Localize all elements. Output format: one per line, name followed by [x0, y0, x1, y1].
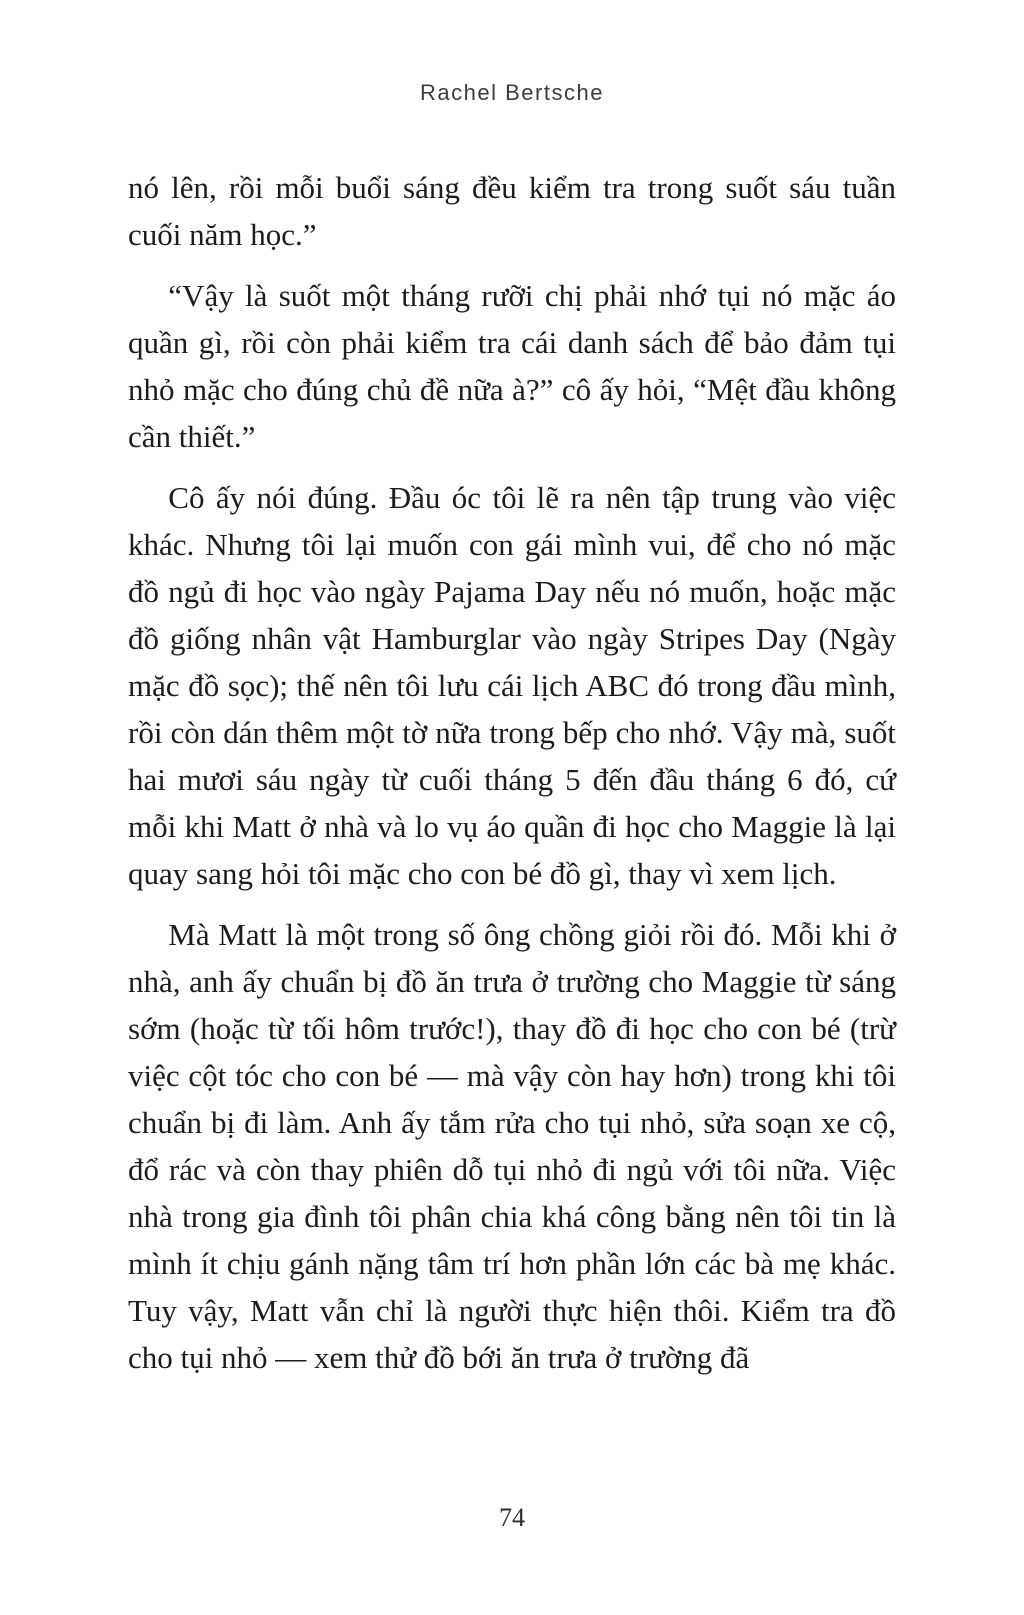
page-number: 74 [499, 1503, 525, 1532]
body-text [128, 164, 896, 1381]
paragraph-continuation: nó lên, rồi mỗi buổi sáng đều kiểm tra trong suốt sáu tuần cuối năm học.” [128, 170, 896, 252]
paragraph-reflection: Cô ấy nói đúng. Đầu óc tôi lẽ ra nên tập trung vào việc khác. Nhưng tôi lại muốn con gái mình vui, để cho nó mặc đồ ngủ đi học vào ngày Pajama Day nếu nó muốn, hoặc mặc đồ giống nhân vật Hamburglar vào ngày Stripes Day (Ngày mặc đồ sọc); thế nên tôi lưu cái lịch ABC đó trong đầu mình, rồi còn dán thêm một tờ nữa trong bếp cho nhớ. Vậy mà, suốt hai mươi sáu ngày từ cuối tháng 5 đến đầu tháng 6 đó, cứ mỗi khi Matt ở nhà và lo vụ áo quần đi học cho Maggie là lại quay sang hỏi tôi mặc cho con bé đồ gì, thay vì xem lịch. [128, 480, 896, 891]
paragraph-dialogue: “Vậy là suốt một tháng rưỡi chị phải nhớ tụi nó mặc áo quần gì, rồi còn phải kiểm tra cái danh sách để bảo đảm tụi nhỏ mặc cho đúng chủ đề nữa à?” cô ấy hỏi, “Mệt đầu không cần thiết.” [128, 278, 896, 454]
paragraph-matt: Mà Matt là một trong số ông chồng giỏi rồi đó. Mỗi khi ở nhà, anh ấy chuẩn bị đồ ăn trưa ở trường cho Maggie từ sáng sớm (hoặc từ tối hôm trước!), thay đồ đi học cho con bé (trừ việc cột tóc cho con bé — mà vậy còn hay hơn) trong khi tôi chuẩn bị đi làm. Anh ấy tắm rửa cho tụi nhỏ, sửa soạn xe cộ, đổ rác và còn thay phiên dỗ tụi nhỏ đi ngủ với tôi nữa. Việc nhà trong gia đình tôi phân chia khá công bằng nên tôi tin là mình ít chịu gánh nặng tâm trí hơn phần lớn các bà mẹ khác. Tuy vậy, Matt vẫn chỉ là người thực hiện thôi. Kiểm tra đồ cho tụi nhỏ — xem thử đồ bới ăn trưa ở trường đã [128, 917, 896, 1375]
running-header: Rachel Bertsche [420, 80, 604, 105]
